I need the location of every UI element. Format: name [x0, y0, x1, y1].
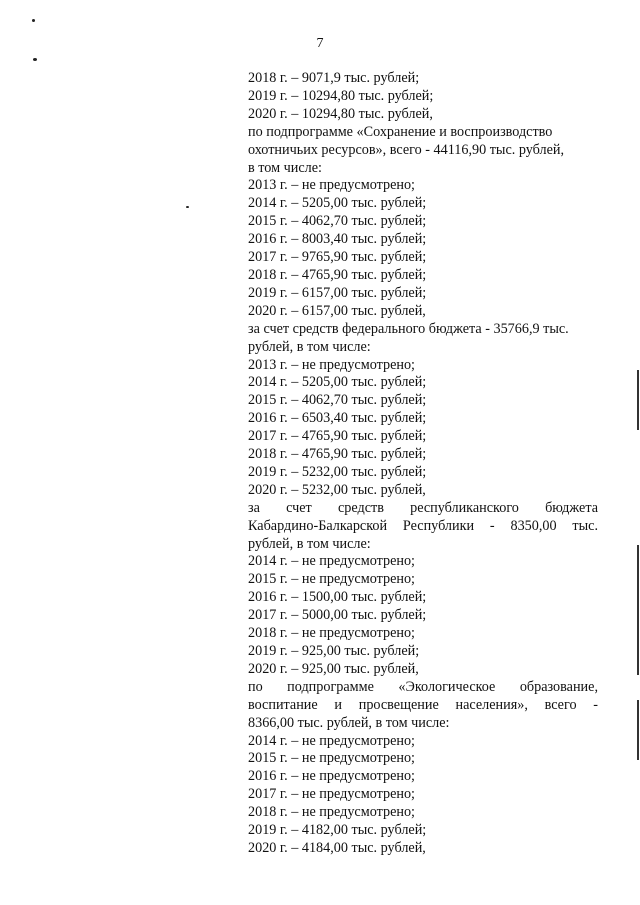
text-line: 2020 г. – 4184,00 тыс. рублей,: [248, 839, 426, 856]
text-line: 2019 г. – 4182,00 тыс. рублей;: [248, 822, 427, 839]
text-line: 2017 г. – 5000,00 тыс. рублей;: [248, 607, 427, 624]
text-line: 8366,00 тыс. рублей, в том числе:: [248, 714, 450, 731]
scan-edge-mark: [637, 700, 639, 760]
text-line: по подпрограмме «Сохранение и воспроизводство: [248, 123, 553, 140]
text-line: 2017 г. – 4765,90 тыс. рублей;: [248, 428, 427, 445]
text-line: по подпрограмме «Экологическое образование,: [248, 678, 598, 695]
text-line: 2016 г. – 1500,00 тыс. рублей;: [248, 589, 427, 606]
text-line: 2014 г. – 5205,00 тыс. рублей;: [248, 374, 427, 391]
text-line: 2013 г. – не предусмотрено;: [248, 356, 415, 373]
text-line: 2014 г. – не предусмотрено;: [248, 732, 415, 749]
text-line: 2016 г. – не предусмотрено;: [248, 768, 415, 785]
text-line: 2015 г. – 4062,70 тыс. рублей;: [248, 392, 427, 409]
text-line: в том числе:: [248, 159, 322, 176]
text-line: 2019 г. – 10294,80 тыс. рублей;: [248, 87, 434, 104]
text-line: Кабардино-Балкарской Республики - 8350,00 тыс.: [248, 517, 598, 534]
scan-speck: [186, 206, 189, 208]
scan-edge-mark: [637, 370, 639, 430]
scan-speck: [32, 19, 35, 22]
text-line: 2019 г. – 925,00 тыс. рублей;: [248, 643, 420, 659]
text-line: 2020 г. – 6157,00 тыс. рублей,: [248, 302, 426, 319]
text-line: 2018 г. – не предусмотрено;: [248, 625, 415, 642]
text-line: воспитание и просвещение населения», всего -: [248, 696, 598, 713]
text-line: 2014 г. – 5205,00 тыс. рублей;: [248, 195, 427, 212]
text-line: 2015 г. – не предусмотрено;: [248, 571, 415, 588]
text-line: за счет средств федерального бюджета - 35766,9 тыс.: [248, 320, 569, 337]
text-line: за счет средств республиканского бюджета: [248, 499, 598, 516]
scan-speck: [33, 58, 37, 61]
text-line: 2017 г. – не предусмотрено;: [248, 786, 415, 803]
text-line: рублей, в том числе:: [248, 535, 371, 552]
text-line: 2018 г. – 4765,90 тыс. рублей;: [248, 266, 427, 283]
text-line: 2018 г. – 4765,90 тыс. рублей;: [248, 446, 427, 463]
text-line: рублей, в том числе:: [248, 338, 371, 355]
text-line: 2018 г. – не предусмотрено;: [248, 804, 415, 821]
text-line: 2019 г. – 5232,00 тыс. рублей;: [248, 463, 427, 480]
text-line: 2020 г. – 5232,00 тыс. рублей,: [248, 481, 426, 498]
scan-edge-mark: [637, 545, 639, 675]
text-line: 2015 г. – не предусмотрено;: [248, 750, 415, 767]
text-line: 2016 г. – 8003,40 тыс. рублей;: [248, 231, 427, 248]
text-line: 2015 г. – 4062,70 тыс. рублей;: [248, 213, 427, 230]
text-line: 2018 г. – 9071,9 тыс. рублей;: [248, 70, 420, 86]
text-line: 2013 г. – не предусмотрено;: [248, 177, 415, 194]
text-line: 2014 г. – не предусмотрено;: [248, 553, 415, 570]
text-line: 2019 г. – 6157,00 тыс. рублей;: [248, 284, 427, 301]
text-line: 2020 г. – 925,00 тыс. рублей,: [248, 660, 419, 677]
text-line: 2016 г. – 6503,40 тыс. рублей;: [248, 410, 427, 427]
text-line: охотничьих ресурсов», всего - 44116,90 тыс. рублей,: [248, 141, 565, 158]
text-line: 2017 г. – 9765,90 тыс. рублей;: [248, 249, 427, 266]
document-body: [248, 70, 598, 858]
page-number: 7: [316, 36, 324, 51]
text-line: 2020 г. – 10294,80 тыс. рублей,: [248, 105, 433, 122]
